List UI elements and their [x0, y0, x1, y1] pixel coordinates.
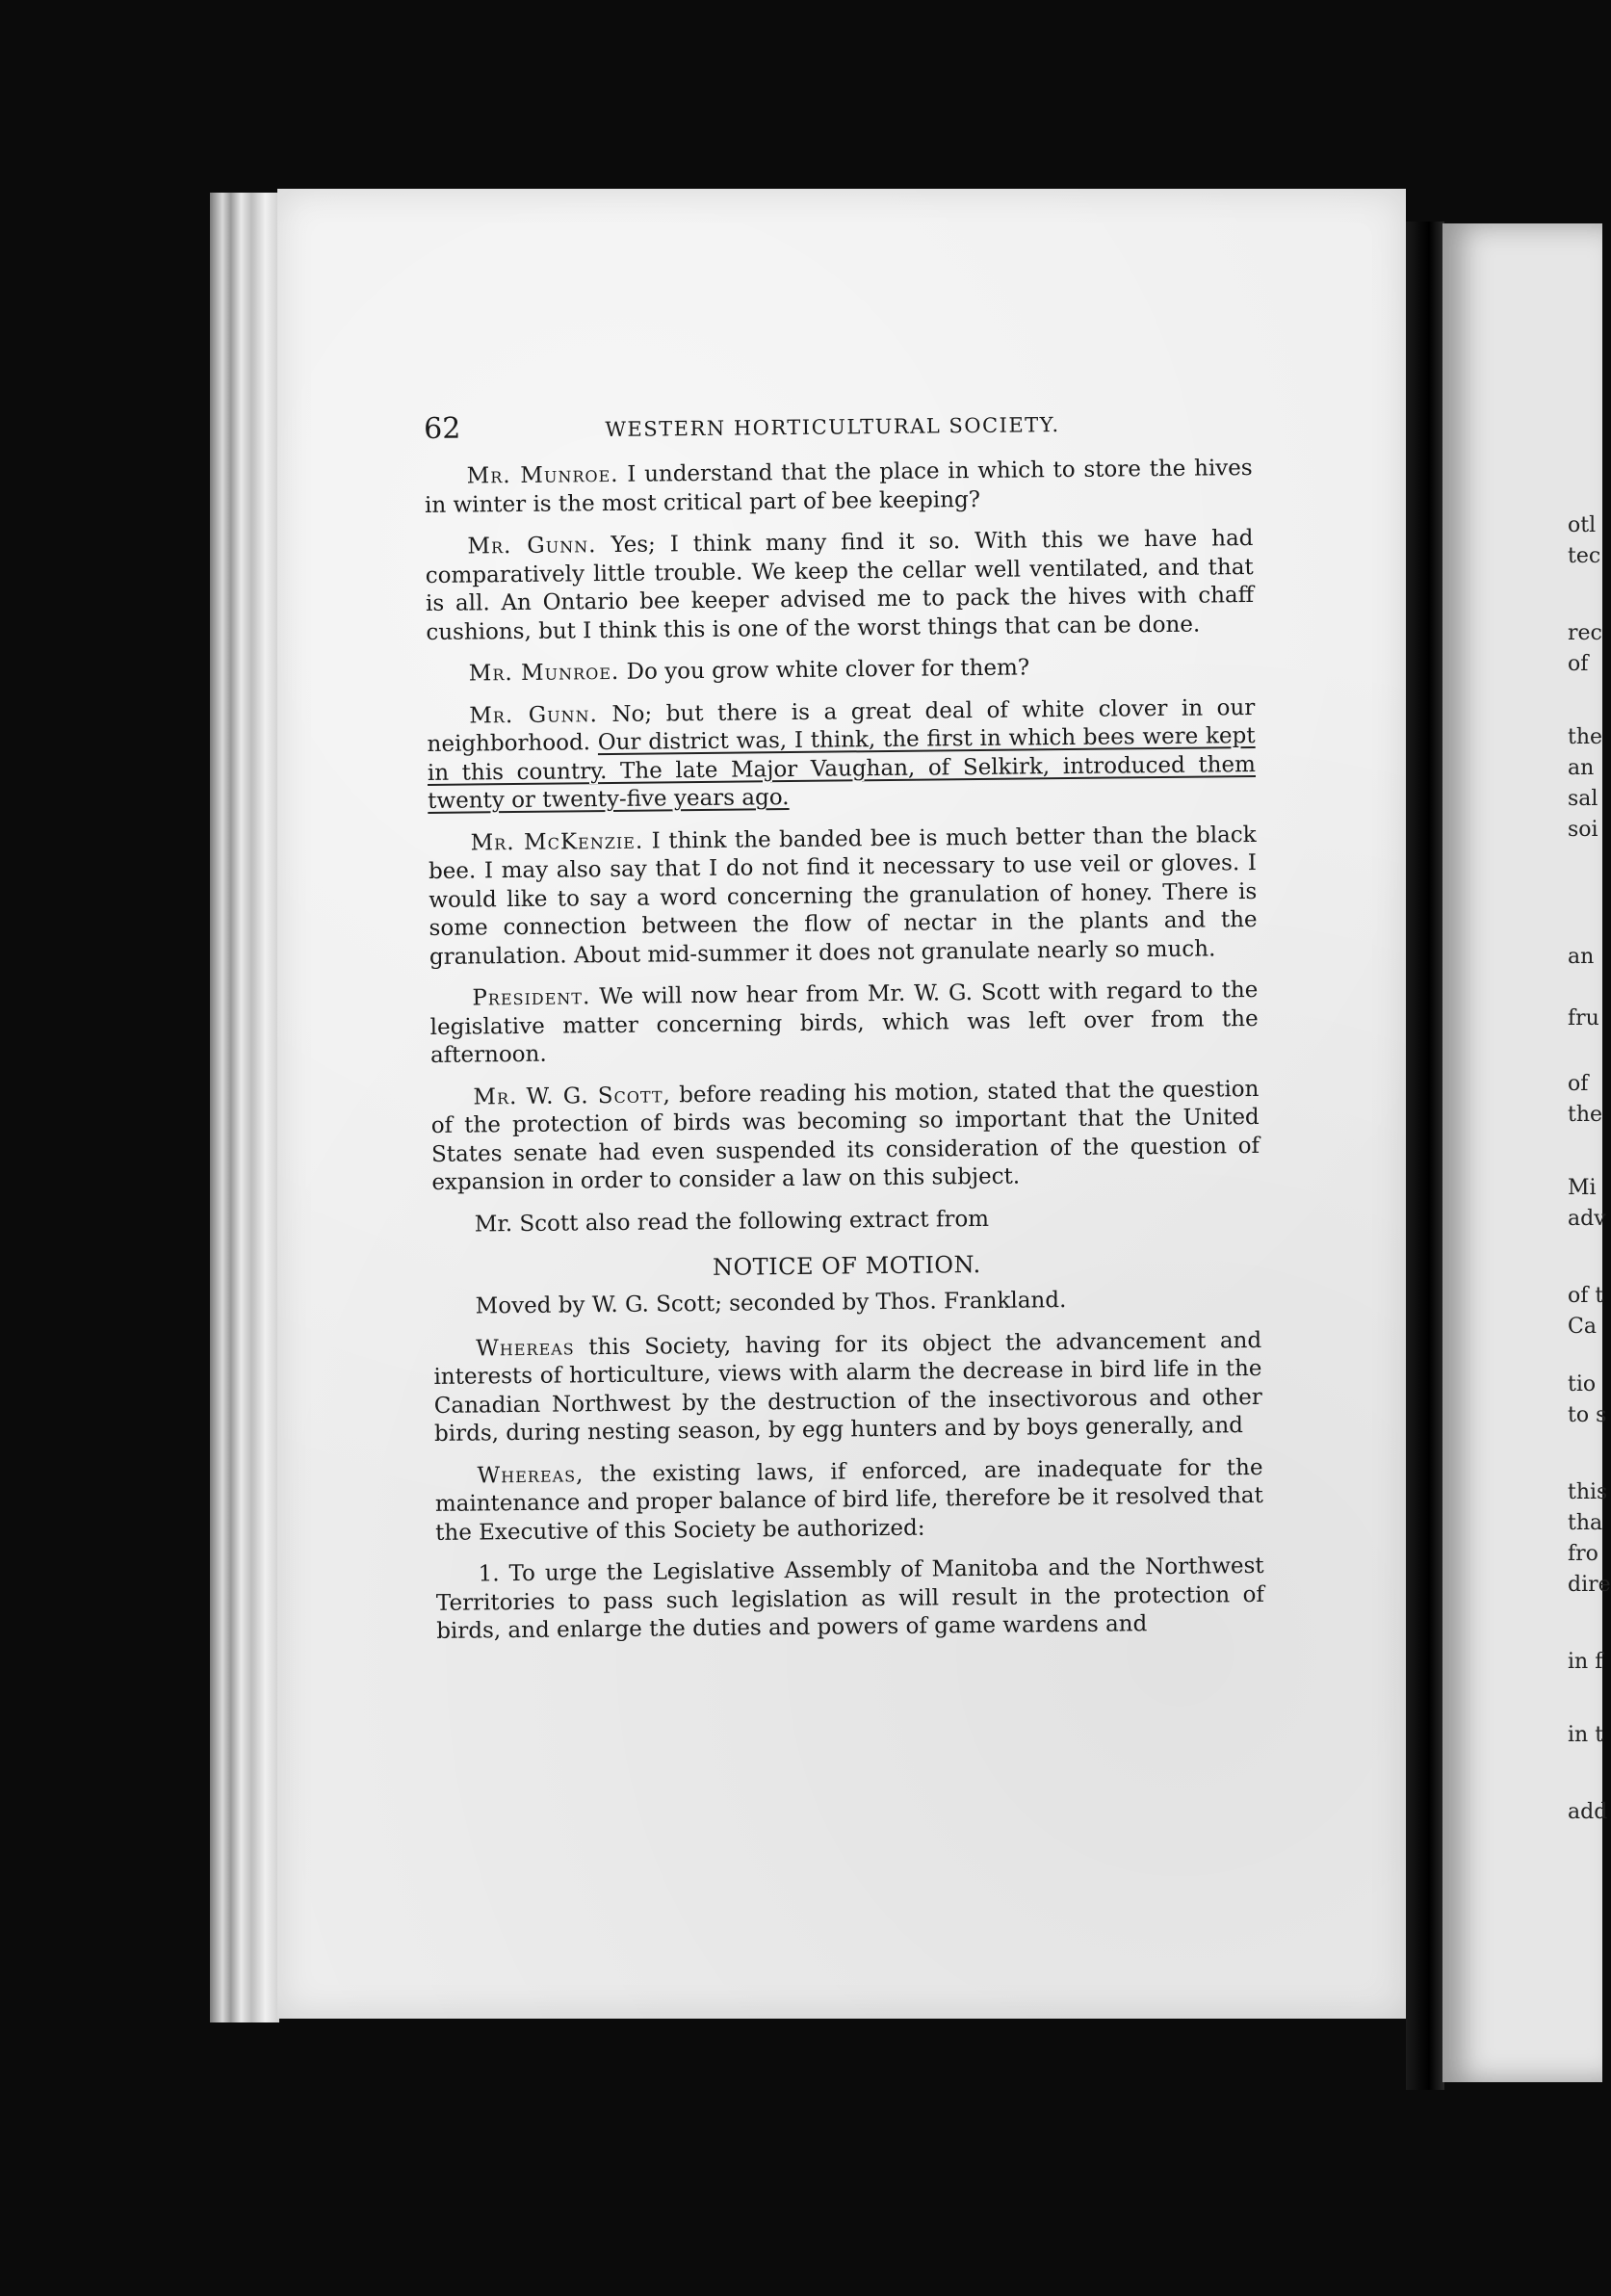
dialogue-paragraph [432, 1202, 1260, 1239]
paragraph-text: Mr. Scott also read the following extract from [474, 1206, 990, 1237]
facing-page-edge [1442, 223, 1611, 2082]
page-number: 62 [424, 411, 461, 446]
section-heading: NOTICE OF MOTION. [712, 1250, 981, 1281]
paragraph-text: I think the banded bee is much better than the black bee. I may also say that I do not find it necessary to use veil or gloves. I would like to say a word concerning the granulation of honey. There is some connection between the flow of nectar in the plants and the granulation. About mid-summer it does not granulate nearly so much. [428, 822, 1258, 970]
speaker-name: Mr. Munroe. [466, 461, 619, 489]
clause-text: this Society, having for its object the advancement and interests of horticulture, views with alarm the decrease in bird life in the Canadian Northwest by the destruction of the insectivorous and other birds, during nesting season, by egg hunters and by boys generally, and [433, 1327, 1262, 1447]
paragraph-text: before reading his motion, stated that the question of the protection of birds was becoming so important that the United States senate had even suspended its consideration of the question of expansion in order to consider a law on this subject. [430, 1076, 1260, 1195]
facing-page-fragment: sal [1568, 787, 1598, 811]
facing-page-fragment: an [1568, 756, 1595, 780]
dialogue-paragraph [427, 693, 1256, 816]
dialogue-paragraph [425, 525, 1254, 647]
facing-page-fragment: of [1568, 1072, 1589, 1096]
speaker-name: Mr. Munroe. [468, 659, 620, 687]
speaker-name: President. [472, 984, 591, 1011]
facing-page-fragment: this [1568, 1480, 1608, 1504]
facing-page-fragment: tec [1568, 544, 1601, 568]
facing-page-fragment: the [1568, 1103, 1603, 1127]
facing-page-fragment: of [1568, 652, 1589, 676]
book-gutter [1406, 222, 1444, 2090]
speaker-name: Mr. W. G. Scott, [473, 1082, 672, 1109]
paragraph-text: We will now hear from Mr. W. G. Scott with regard to the legislative matter concerning birds, which was left over from the afternoon. [429, 977, 1259, 1068]
paragraph-text: No; but there is a great deal of white clover in our neighborhood. [427, 694, 1256, 757]
facing-page-fragment: in t [1568, 1723, 1604, 1747]
paragraph-text: Do you grow white clover for them? [619, 655, 1030, 685]
facing-page-fragment: tha [1568, 1511, 1603, 1535]
whereas-lead: Whereas, [477, 1461, 585, 1488]
whereas-clause [434, 1453, 1263, 1548]
facing-page-fragment: rec [1568, 621, 1602, 645]
facing-page-fragment: Ca [1568, 1315, 1597, 1339]
running-title: WESTERN HORTICULTURAL SOCIETY. [605, 413, 1060, 442]
motion-mover-line: Moved by W. G. Scott; seconded by Thos. Frankland. [475, 1288, 1067, 1319]
facing-page-fragment: dire [1568, 1573, 1611, 1597]
dialogue-paragraph [425, 455, 1254, 520]
facing-page-fragment: otl [1568, 513, 1597, 537]
facing-page-fragment: adv [1568, 1207, 1606, 1231]
dialogue-paragraph [430, 1075, 1260, 1197]
facing-page-fragment: of t [1568, 1284, 1604, 1308]
dialogue-paragraph [429, 821, 1258, 971]
whereas-clause [433, 1326, 1262, 1448]
facing-page-fragment: add [1568, 1800, 1608, 1824]
speaker-name: Mr. McKenzie. [470, 828, 644, 856]
dialogue-paragraph [427, 652, 1255, 690]
paragraph-text: I understand that the place in which to store the hives in winter is the most critical part of bee keeping? [424, 455, 1253, 518]
facing-page-fragment: to s [1568, 1403, 1607, 1427]
facing-page-fragment: an [1568, 945, 1595, 969]
facing-page-fragment: fru [1568, 1006, 1599, 1031]
facing-page-fragment: tio [1568, 1372, 1597, 1396]
facing-page-fragment: in f [1568, 1650, 1603, 1674]
book-page-edges [210, 193, 279, 2022]
facing-page-fragment: the [1568, 725, 1603, 749]
speaker-name: Mr. Gunn. [469, 701, 599, 729]
facing-page-fragment: fro [1568, 1542, 1598, 1566]
hand-underlined-text: Our district was, I think, the first in which bees were kept in this country. The late Major Vaughan, of Selkirk, introduced them twenty or twenty-five years ago. [427, 722, 1257, 814]
page-text-block [424, 404, 1265, 1659]
dialogue-paragraph [429, 977, 1259, 1071]
paragraph-text: Yes; I think many find it so. With this we have had comparatively little trouble. We keep the cellar well ventilated, and that is all. An Ontario bee keeper advised me to pack the hives with chaff cushions, but I think this is one of the worst things that can be done. [425, 525, 1255, 645]
facing-page-fragment: Mi [1568, 1176, 1597, 1200]
clause-text: the existing laws, if enforced, are inadequate for the maintenance and proper balance of bird life, therefore be it resolved that the Executive of this Society be authorized: [434, 1454, 1263, 1546]
resolution-item: 1. To urge the Legislative Assembly of Manitoba and the Northwest Territories to pass such legislation as will result in the protection of birds, and enlarge the duties and powers of game wardens and [435, 1552, 1265, 1644]
speaker-name: Mr. Gunn. [467, 533, 597, 560]
whereas-lead: Whereas [476, 1334, 575, 1361]
facing-page-fragment: soi [1568, 818, 1598, 842]
